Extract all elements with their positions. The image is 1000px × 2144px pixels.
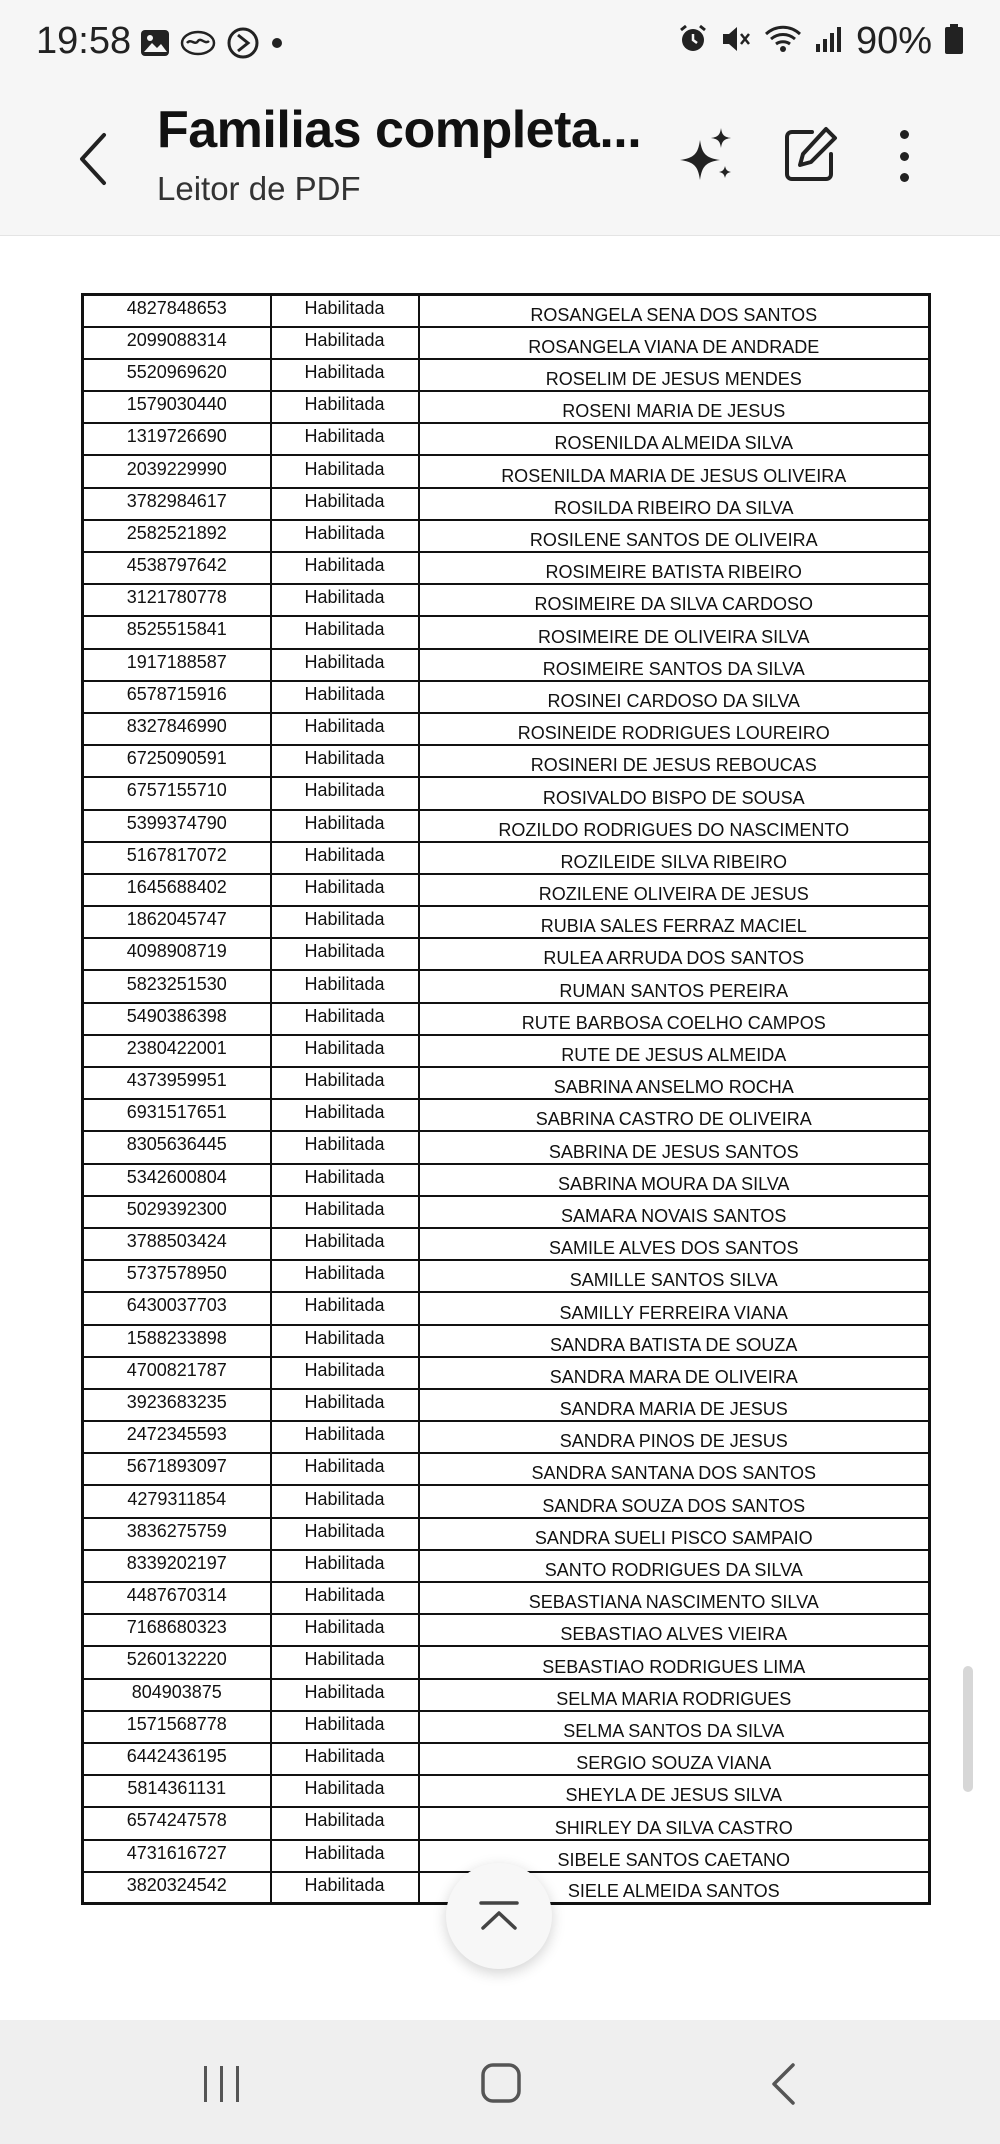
table-row (83, 1711, 930, 1743)
status-cell: Habilitada (271, 488, 419, 520)
beneficiary-id-cell: 5342600804 (83, 1164, 271, 1196)
name-cell: ROSILENE SANTOS DE OLIVEIRA (419, 520, 930, 552)
beneficiary-id-cell: 3121780778 (83, 584, 271, 616)
name-cell: SELMA SANTOS DA SILVA (419, 1711, 930, 1743)
beneficiary-id-cell: 1645688402 (83, 874, 271, 906)
table-row (83, 520, 930, 552)
table-row (83, 1164, 930, 1196)
table-row (83, 938, 930, 970)
status-cell: Habilitada (271, 1775, 419, 1807)
status-cell: Habilitada (271, 906, 419, 938)
alarm-icon (678, 24, 708, 59)
beneficiary-id-cell: 804903875 (83, 1679, 271, 1711)
table-row (83, 1679, 930, 1711)
name-cell: ROSIMEIRE DE OLIVEIRA SILVA (419, 616, 930, 648)
navigation-bar (0, 2020, 1000, 2144)
families-table (81, 293, 931, 1905)
more-dot-icon (900, 173, 909, 182)
status-cell: Habilitada (271, 1035, 419, 1067)
status-cell: Habilitada (271, 1646, 419, 1678)
beneficiary-id-cell: 3782984617 (83, 488, 271, 520)
table-row (83, 1807, 930, 1839)
table-row (83, 1550, 930, 1582)
status-cell: Habilitada (271, 681, 419, 713)
home-icon (480, 2062, 522, 2104)
status-cell: Habilitada (271, 1872, 419, 1904)
status-cell: Habilitada (271, 1389, 419, 1421)
table-row (83, 1453, 930, 1485)
name-cell: SEBASTIAO RODRIGUES LIMA (419, 1646, 930, 1678)
beneficiary-id-cell: 1917188587 (83, 649, 271, 681)
name-cell: ROSINEIDE RODRIGUES LOUREIRO (419, 713, 930, 745)
beneficiary-id-cell: 8327846990 (83, 713, 271, 745)
name-cell: ROSIVALDO BISPO DE SOUSA (419, 777, 930, 809)
gallery-icon (140, 28, 170, 63)
name-cell: SANDRA SANTANA DOS SANTOS (419, 1453, 930, 1485)
table-row (83, 552, 930, 584)
status-cell: Habilitada (271, 359, 419, 391)
home-button[interactable] (480, 2062, 522, 2104)
status-cell: Habilitada (271, 1357, 419, 1389)
beneficiary-id-cell: 5399374790 (83, 810, 271, 842)
beneficiary-id-cell: 8525515841 (83, 616, 271, 648)
name-cell: SIBELE SANTOS CAETANO (419, 1840, 930, 1872)
table-row (83, 1485, 930, 1517)
beneficiary-id-cell: 8305636445 (83, 1131, 271, 1163)
status-cell: Habilitada (271, 1679, 419, 1711)
table-row (83, 1292, 930, 1324)
status-cell: Habilitada (271, 970, 419, 1002)
table-row (83, 1003, 930, 1035)
status-cell: Habilitada (271, 391, 419, 423)
name-cell: SABRINA MOURA DA SILVA (419, 1164, 930, 1196)
status-cell: Habilitada (271, 810, 419, 842)
name-cell: SANDRA PINOS DE JESUS (419, 1421, 930, 1453)
status-cell: Habilitada (271, 1131, 419, 1163)
beneficiary-id-cell: 5029392300 (83, 1196, 271, 1228)
beneficiary-id-cell: 3923683235 (83, 1389, 271, 1421)
status-cell: Habilitada (271, 1550, 419, 1582)
table-row (83, 713, 930, 745)
status-cell: Habilitada (271, 1453, 419, 1485)
status-cell: Habilitada (271, 1582, 419, 1614)
name-cell: SIELE ALMEIDA SANTOS (419, 1872, 930, 1904)
table-row (83, 488, 930, 520)
edit-button[interactable] (782, 124, 840, 184)
name-cell: ROSENI MARIA DE JESUS (419, 391, 930, 423)
scrollbar-thumb[interactable] (963, 1666, 973, 1792)
name-cell: ROZILENE OLIVEIRA DE JESUS (419, 874, 930, 906)
status-cell: Habilitada (271, 842, 419, 874)
beneficiary-id-cell: 6574247578 (83, 1807, 271, 1839)
table-body (83, 295, 930, 1904)
beneficiary-id-cell: 2472345593 (83, 1421, 271, 1453)
name-cell: SAMARA NOVAIS SANTOS (419, 1196, 930, 1228)
status-cell: Habilitada (271, 1260, 419, 1292)
table-row (83, 874, 930, 906)
beneficiary-id-cell: 5814361131 (83, 1775, 271, 1807)
wifi-icon (764, 24, 802, 59)
status-cell: Habilitada (271, 1421, 419, 1453)
beneficiary-id-cell: 1319726690 (83, 423, 271, 455)
name-cell: ROSANGELA VIANA DE ANDRADE (419, 327, 930, 359)
battery-percentage: 90% (855, 20, 932, 62)
recents-button[interactable] (202, 2064, 242, 2104)
status-cell: Habilitada (271, 295, 419, 327)
beneficiary-id-cell: 6430037703 (83, 1292, 271, 1324)
beneficiary-id-cell: 4827848653 (83, 295, 271, 327)
status-cell: Habilitada (271, 874, 419, 906)
name-cell: SELMA MARIA RODRIGUES (419, 1679, 930, 1711)
beneficiary-id-cell: 3836275759 (83, 1518, 271, 1550)
beneficiary-id-cell: 6931517651 (83, 1099, 271, 1131)
table-row (83, 1067, 930, 1099)
battery-icon (944, 23, 964, 60)
status-time: 19:58 (36, 20, 132, 62)
document-title: Familias completa... (157, 101, 642, 159)
beneficiary-id-cell: 5167817072 (83, 842, 271, 874)
name-cell: SANDRA SUELI PISCO SAMPAIO (419, 1518, 930, 1550)
sparkle-icon (678, 126, 736, 186)
beneficiary-id-cell: 6442436195 (83, 1743, 271, 1775)
status-cell: Habilitada (271, 649, 419, 681)
name-cell: RUBIA SALES FERRAZ MACIEL (419, 906, 930, 938)
beneficiary-id-cell: 5671893097 (83, 1453, 271, 1485)
status-cell: Habilitada (271, 520, 419, 552)
more-dot-icon (900, 152, 909, 161)
table-row (83, 616, 930, 648)
beneficiary-id-cell: 6725090591 (83, 745, 271, 777)
nav-back-button[interactable] (768, 2062, 798, 2106)
table-row (83, 1325, 930, 1357)
name-cell: SEBASTIAO ALVES VIEIRA (419, 1614, 930, 1646)
status-cell: Habilitada (271, 1003, 419, 1035)
name-cell: ROSENILDA MARIA DE JESUS OLIVEIRA (419, 455, 930, 487)
scroll-to-top-button[interactable] (446, 1863, 552, 1969)
status-cell: Habilitada (271, 1743, 419, 1775)
status-cell: Habilitada (271, 423, 419, 455)
scroll-to-top-icon (477, 1900, 521, 1932)
beneficiary-id-cell: 2582521892 (83, 520, 271, 552)
table-row (83, 1035, 930, 1067)
table-row (83, 359, 930, 391)
beneficiary-id-cell: 5823251530 (83, 970, 271, 1002)
pdf-viewer[interactable] (0, 237, 1000, 2020)
beneficiary-id-cell: 5737578950 (83, 1260, 271, 1292)
status-cell: Habilitada (271, 1099, 419, 1131)
status-cell: Habilitada (271, 552, 419, 584)
beneficiary-id-cell: 5520969620 (83, 359, 271, 391)
status-cell: Habilitada (271, 1292, 419, 1324)
table-row (83, 681, 930, 713)
name-cell: ROSANGELA SENA DOS SANTOS (419, 295, 930, 327)
data-saver-icon (226, 26, 260, 65)
table-row (83, 1099, 930, 1131)
beneficiary-id-cell: 2380422001 (83, 1035, 271, 1067)
name-cell: ROSELIM DE JESUS MENDES (419, 359, 930, 391)
beneficiary-id-cell: 4700821787 (83, 1357, 271, 1389)
status-cell: Habilitada (271, 938, 419, 970)
table-row (83, 1196, 930, 1228)
table-row (83, 584, 930, 616)
name-cell: ROSINEI CARDOSO DA SILVA (419, 681, 930, 713)
name-cell: SABRINA ANSELMO ROCHA (419, 1067, 930, 1099)
ai-assist-button[interactable] (678, 126, 736, 186)
beneficiary-id-cell: 4487670314 (83, 1582, 271, 1614)
status-cell: Habilitada (271, 1196, 419, 1228)
table-row (83, 970, 930, 1002)
name-cell: SERGIO SOUZA VIANA (419, 1743, 930, 1775)
name-cell: SABRINA CASTRO DE OLIVEIRA (419, 1099, 930, 1131)
status-cell: Habilitada (271, 1711, 419, 1743)
name-cell: SANDRA MARA DE OLIVEIRA (419, 1357, 930, 1389)
app-subtitle: Leitor de PDF (157, 170, 361, 207)
handshake-icon (180, 28, 216, 63)
status-bar (0, 0, 1000, 86)
name-cell: ROSENILDA ALMEIDA SILVA (419, 423, 930, 455)
status-cell: Habilitada (271, 1067, 419, 1099)
recents-icon (202, 2064, 242, 2104)
beneficiary-id-cell: 2039229990 (83, 455, 271, 487)
name-cell: SEBASTIANA NASCIMENTO SILVA (419, 1582, 930, 1614)
status-cell: Habilitada (271, 455, 419, 487)
beneficiary-id-cell: 4279311854 (83, 1485, 271, 1517)
name-cell: SHEYLA DE JESUS SILVA (419, 1775, 930, 1807)
status-cell: Habilitada (271, 616, 419, 648)
name-cell: ROZILEIDE SILVA RIBEIRO (419, 842, 930, 874)
signal-icon (814, 24, 844, 59)
table-row (83, 1743, 930, 1775)
beneficiary-id-cell: 8339202197 (83, 1550, 271, 1582)
status-cell: Habilitada (271, 1228, 419, 1260)
edit-icon (782, 124, 840, 184)
name-cell: RUMAN SANTOS PEREIRA (419, 970, 930, 1002)
table-row (83, 810, 930, 842)
name-cell: ROSIMEIRE BATISTA RIBEIRO (419, 552, 930, 584)
name-cell: ROZILDO RODRIGUES DO NASCIMENTO (419, 810, 930, 842)
beneficiary-id-cell: 7168680323 (83, 1614, 271, 1646)
name-cell: SHIRLEY DA SILVA CASTRO (419, 1807, 930, 1839)
dot-icon (270, 36, 284, 55)
table-row (83, 906, 930, 938)
name-cell: SABRINA DE JESUS SANTOS (419, 1131, 930, 1163)
table-row (83, 1582, 930, 1614)
beneficiary-id-cell: 6757155710 (83, 777, 271, 809)
beneficiary-id-cell: 5490386398 (83, 1003, 271, 1035)
status-notification-icons (140, 26, 284, 65)
app-bar (0, 86, 1000, 236)
beneficiary-id-cell: 4098908719 (83, 938, 271, 970)
name-cell: SAMILE ALVES DOS SANTOS (419, 1228, 930, 1260)
table-row (83, 1646, 930, 1678)
status-cell: Habilitada (271, 1807, 419, 1839)
back-button[interactable] (68, 124, 118, 194)
table-row (83, 649, 930, 681)
status-cell: Habilitada (271, 1485, 419, 1517)
name-cell: RUTE BARBOSA COELHO CAMPOS (419, 1003, 930, 1035)
name-cell: SANDRA MARIA DE JESUS (419, 1389, 930, 1421)
table-row (83, 1421, 930, 1453)
table-row (83, 1614, 930, 1646)
table-row (83, 1389, 930, 1421)
status-cell: Habilitada (271, 745, 419, 777)
name-cell: ROSIMEIRE DA SILVA CARDOSO (419, 584, 930, 616)
back-icon (768, 2062, 798, 2106)
name-cell: RULEA ARRUDA DOS SANTOS (419, 938, 930, 970)
beneficiary-id-cell: 1862045747 (83, 906, 271, 938)
beneficiary-id-cell: 3820324542 (83, 1872, 271, 1904)
more-options-button[interactable] (882, 126, 926, 186)
name-cell: ROSINERI DE JESUS REBOUCAS (419, 745, 930, 777)
table-row (83, 1260, 930, 1292)
table-row (83, 745, 930, 777)
beneficiary-id-cell: 2099088314 (83, 327, 271, 359)
more-dot-icon (900, 130, 909, 139)
beneficiary-id-cell: 6578715916 (83, 681, 271, 713)
beneficiary-id-cell: 4731616727 (83, 1840, 271, 1872)
name-cell: SANTO RODRIGUES DA SILVA (419, 1550, 930, 1582)
table-row (83, 1357, 930, 1389)
table-row (83, 1775, 930, 1807)
beneficiary-id-cell: 4373959951 (83, 1067, 271, 1099)
status-cell: Habilitada (271, 1614, 419, 1646)
name-cell: SANDRA SOUZA DOS SANTOS (419, 1485, 930, 1517)
status-cell: Habilitada (271, 1518, 419, 1550)
table-row (83, 777, 930, 809)
name-cell: ROSIMEIRE SANTOS DA SILVA (419, 649, 930, 681)
beneficiary-id-cell: 1588233898 (83, 1325, 271, 1357)
table-row (83, 391, 930, 423)
name-cell: RUTE DE JESUS ALMEIDA (419, 1035, 930, 1067)
table-row (83, 327, 930, 359)
status-cell: Habilitada (271, 584, 419, 616)
chevron-left-icon (78, 132, 108, 186)
beneficiary-id-cell: 5260132220 (83, 1646, 271, 1678)
status-cell: Habilitada (271, 1325, 419, 1357)
status-cell: Habilitada (271, 327, 419, 359)
table-row (83, 423, 930, 455)
table-row (83, 842, 930, 874)
beneficiary-id-cell: 1571568778 (83, 1711, 271, 1743)
beneficiary-id-cell: 3788503424 (83, 1228, 271, 1260)
name-cell: SAMILLY FERREIRA VIANA (419, 1292, 930, 1324)
status-cell: Habilitada (271, 777, 419, 809)
name-cell: ROSILDA RIBEIRO DA SILVA (419, 488, 930, 520)
name-cell: SANDRA BATISTA DE SOUZA (419, 1325, 930, 1357)
beneficiary-id-cell: 1579030440 (83, 391, 271, 423)
table-row (83, 455, 930, 487)
name-cell: SAMILLE SANTOS SILVA (419, 1260, 930, 1292)
table-row (83, 295, 930, 327)
status-cell: Habilitada (271, 713, 419, 745)
mute-icon (720, 24, 752, 59)
beneficiary-id-cell: 4538797642 (83, 552, 271, 584)
status-cell: Habilitada (271, 1164, 419, 1196)
table-row (83, 1518, 930, 1550)
status-cell: Habilitada (271, 1840, 419, 1872)
status-system-icons (678, 20, 964, 63)
table-row (83, 1131, 930, 1163)
table-row (83, 1228, 930, 1260)
